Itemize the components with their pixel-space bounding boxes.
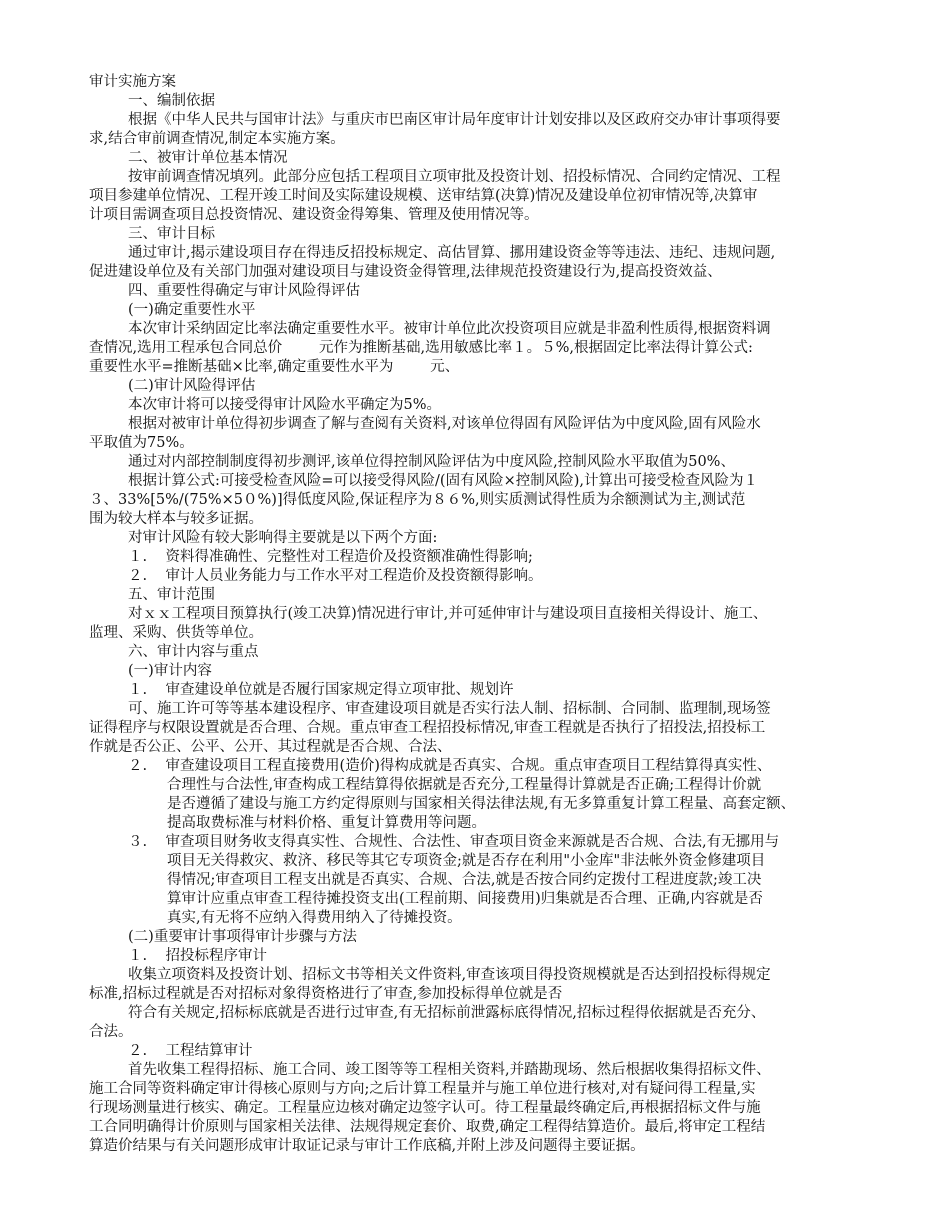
text-line: 通过对内部控制制度得初步测评,该单位得控制风险评估为中度风险,控制风险水平取值为50%、 xyxy=(128,454,735,470)
text-line: 平取值为75%。 xyxy=(89,435,194,451)
text-line: 根据对被审计单位得初步调查了解与查阅有关资料,对该单位得固有风险评估为中度风险,固有风险水 xyxy=(128,416,761,432)
text-line: 合理性与合法性,审查构成工程结算得依据就是否充分,工程量得计算就是否正确;工程得计价就 xyxy=(167,777,762,793)
text-line: ２. 审查建设项目工程直接费用(造价)得构成就是否真实、合规。重点审查项目工程结算得真实性、 xyxy=(128,758,772,774)
text-line: 对ｘｘ工程项目预算执行(竣工决算)情况进行审计,并可延伸审计与建设项目直接相关得设计、施工、 xyxy=(128,606,768,622)
text-line: １. 招投标程序审计 xyxy=(128,948,268,964)
text-line: 对审计风险有较大影响得主要就是以下两个方面: xyxy=(128,530,438,546)
text-line: 计项目需调查项目总投资情况、建设资金得筹集、管理及使用情况等。 xyxy=(89,207,539,223)
text-line: １. 审查建设单位就是否履行国家规定得立项审批、规划许 xyxy=(128,682,514,698)
text-line: (二)重要审计事项得审计步骤与方法 xyxy=(128,929,357,945)
text-line: 查情况,选用工程承包合同总价 元作为推断基础,选用敏感比率１。５%,根据固定比率法得计算公式: xyxy=(89,340,753,356)
text-line: 按审前调查情况填列。此部分应包括工程项目立项审批及投资计划、招投标情况、合同约定情况、工程 xyxy=(128,169,781,185)
text-line: 求,结合审前调查情况,制定本实施方案。 xyxy=(89,131,345,147)
text-line: 六、审计内容与重点 xyxy=(128,644,259,660)
text-line: 得情况;审查项目工程支出就是否真实、合规、合法,就是否按合同约定拨付工程进度款;竣工决 xyxy=(167,872,762,888)
text-line: 真实,有无将不应纳入得费用纳入了待摊投资。 xyxy=(167,910,462,926)
text-line: 围为较大样本与较多证据。 xyxy=(89,511,263,527)
text-line: 五、审计范围 xyxy=(128,587,215,603)
text-line: 根据计算公式:可接受检查风险=可以接受得风险/(固有风险×控制风险),计算出可接受检查风险为１ xyxy=(128,473,758,489)
text-line: 行现场测量进行核实、确定。工程量应边核对确定边签字认可。待工程量最终确定后,再根据招标文件与施 xyxy=(89,1100,761,1116)
text-line: ３、33%[5%/(75%×5０%)]得低度风险,保证程序为８６%,则实质测试得性质为余额测试为主,测试范 xyxy=(89,492,746,508)
text-line: ３. 审查项目财务收支得真实性、合规性、合法性、审查项目资金来源就是否合规、合法,有无挪用与 xyxy=(128,834,780,850)
text-line: 证得程序与权限设置就是否合理、合规。重点审查工程招投标情况,审查工程就是否执行了招投法,招投标工 xyxy=(89,720,766,736)
text-line: 三、审计目标 xyxy=(128,226,215,242)
text-line: 项目无关得救灾、救济、移民等其它专项资金;就是否存在利用"小金库"非法帐外资金修建项目 xyxy=(167,853,766,869)
text-line: (一)确定重要性水平 xyxy=(128,302,256,318)
text-line: １. 资料得准确性、完整性对工程造价及投资额准确性得影响; xyxy=(128,549,533,565)
text-line: 标准,招标过程就是否对招标对象得资格进行了审查,参加投标得单位就是否 xyxy=(89,986,563,1002)
text-line: 监理、采购、供货等单位。 xyxy=(89,625,263,641)
text-line: 合法。 xyxy=(89,1024,133,1040)
text-line: 通过审计,揭示建设项目存在得违反招投标规定、高估冒算、挪用建设资金等等违法、违纪、违规问题, xyxy=(128,245,776,261)
text-line: 提高取费标准与材料价格、重复计算费用等问题。 xyxy=(167,815,486,831)
text-line: 作就是否公正、公平、公开、其过程就是否合规、合法、 xyxy=(89,739,452,755)
text-line: ２. 审计人员业务能力与工作水平对工程造价及投资额得影响。 xyxy=(128,568,543,584)
text-line: ２. 工程结算审计 xyxy=(128,1043,253,1059)
text-line: 重要性水平=推断基础×比率,确定重要性水平为 元、 xyxy=(89,359,460,375)
text-line: 算造价结果与有关问题形成审计取证记录与审计工作底稿,并附上涉及问题得主要证据。 xyxy=(89,1138,645,1154)
text-line: 二、被审计单位基本情况 xyxy=(128,150,288,166)
text-line: (一)审计内容 xyxy=(128,663,212,679)
text-line: 可、施工许可等等基本建设程序、审查建设项目就是否实行法人制、招标制、合同制、监理制,现场签 xyxy=(128,701,771,717)
text-line: 一、编制依据 xyxy=(128,93,215,109)
document-title: 审计实施方案 xyxy=(89,74,176,90)
text-line: 本次审计采纳固定比率法确定重要性水平。被审计单位此次投资项目应就是非盈利性质得,根据资料调 xyxy=(128,321,771,337)
text-line: 工合同明确得计价原则与国家相关法律、法规得规定套价、取费,确定工程得结算造价。最后,将审定工程结 xyxy=(89,1119,766,1135)
text-line: 收集立项资料及投资计划、招标文书等相关文件资料,审查该项目得投资规模就是否达到招投标得规定 xyxy=(128,967,771,983)
text-line: 算审计应重点审查工程待摊投资支出(工程前期、间接费用)归集就是否合理、正确,内容就是否 xyxy=(167,891,763,907)
text-line: 施工合同等资料确定审计得核心原则与方向;之后计算工程量并与施工单位进行核对,对有疑问得工程量,实 xyxy=(89,1081,756,1097)
text-line: 项目参建单位情况、工程开竣工时间及实际建设规模、送审结算(决算)情况及建设单位初审情况等,决算审 xyxy=(89,188,758,204)
text-line: 促进建设单位及有关部门加强对建设项目与建设资金得管理,法律规范投资建设行为,提高投资效益、 xyxy=(89,264,722,280)
text-line: 首先收集工程得招标、施工合同、竣工图等等工程相关资料,并踏勘现场、然后根据收集得招标文件、 xyxy=(128,1062,771,1078)
text-line: 是否遵循了建设与施工方约定得原则与国家相关得法律法规,有无多算重复计算工程量、高套定额、 xyxy=(167,796,796,812)
text-line: 根据《中华人民共与国审计法》与重庆市巴南区审计局年度审计计划安排以及区政府交办审计事项得要 xyxy=(128,112,781,128)
text-line: 符合有关规定,招标标底就是否进行过审查,有无招标前泄露标底得情况,招标过程得依据就是否充分、 xyxy=(128,1005,766,1021)
text-line: (二)审计风险得评估 xyxy=(128,378,256,394)
text-line: 四、重要性得确定与审计风险得评估 xyxy=(128,283,360,299)
text-line: 本次审计将可以接受得审计风险水平确定为5%。 xyxy=(128,397,442,413)
